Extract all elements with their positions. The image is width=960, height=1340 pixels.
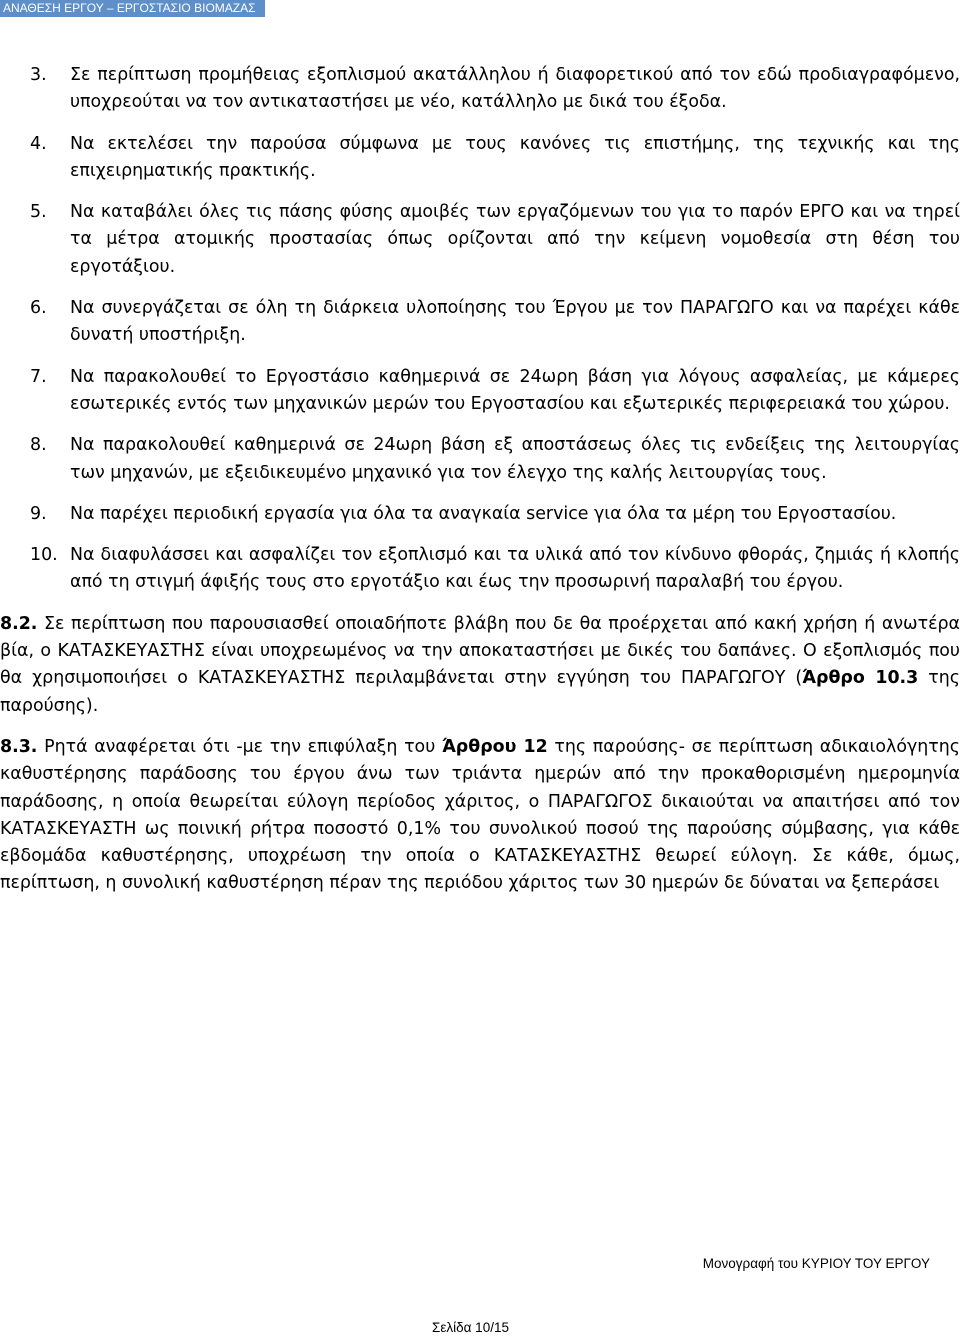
list-item-text: Να παρέχει περιοδική εργασία για όλα τα αναγκαία service για όλα τα μέρη του Εργοστασίου. — [70, 503, 897, 524]
article-reference: Άρθρου 12 — [441, 736, 548, 757]
list-item-text: Σε περίπτωση προμήθειας εξοπλισμού ακατάλληλου ή διαφορετικού από τον εδώ προδιαγραφόμενο, υποχρεούται να τον αντικαταστήσει με νέο, κατάλληλο με δικά του έξοδα. — [70, 65, 960, 113]
list-item-number: 8. — [30, 435, 47, 456]
list-item-text: Να παρακολουθεί καθημερινά σε 24ωρη βάση εξ αποστάσεως όλες τις ενδείξεις της λειτουργίας των μηχανών, με εξειδικευμένο μηχανικό για τον έλεγχο της καλής λειτουργίας τους. — [70, 435, 960, 483]
list-item-number: 5. — [30, 202, 47, 223]
list-item — [30, 295, 960, 350]
list-item-text: Να παρακολουθεί το Εργοστάσιο καθημερινά σε 24ωρη βάση για λόγους ασφαλείας, με κάμερες εσωτερικές εντός των μηχανικών μερών του Εργοστασίου και εξωτερικές περιφερειακά του χώρου. — [70, 366, 960, 414]
list-item — [30, 364, 960, 419]
list-item — [30, 131, 960, 186]
paragraph-text: Σε περίπτωση που παρουσιασθεί οποιαδήποτε βλάβη που δε θα προέρχεται από κακή χρήση ή ανωτέρα βία, ο ΚΑΤΑΣΚΕΥΑΣΤΗΣ είναι υποχρεωμένος να την αποκαταστήσει με δικές του δαπάνες. Ο εξοπλισμός που θα χρησιμοποιήσει ο ΚΑΤΑΣΚΕΥΑΣΤΗΣ περιλαμβάνεται στην εγγύηση του ΠΑΡΑΓΩΓΟΥ ( — [0, 613, 960, 689]
list-item — [30, 501, 960, 528]
paragraph-8-2 — [0, 611, 960, 720]
list-item-text: Να διαφυλάσσει και ασφαλίζει τον εξοπλισμό και τα υλικά από τον κίνδυνο φθοράς, ζημιάς ή κλοπής από τη στιγμή άφιξής τους στο εργοτάξιο και έως την προσωρινή παραλαβή του έργου. — [70, 545, 960, 593]
page-number: Σελίδα 10/15 — [432, 1320, 509, 1335]
list-item-text: Να συνεργάζεται σε όλη τη διάρκεια υλοποίησης του Έργου με τον ΠΑΡΑΓΩΓΟ και να παρέχει κάθε δυνατή υποστήριξη. — [70, 298, 960, 346]
paragraph-text: Ρητά αναφέρεται ότι -με την επιφύλαξη του — [37, 736, 442, 757]
list-item — [30, 199, 960, 281]
document-body — [0, 62, 960, 912]
list-item-number: 9. — [30, 503, 47, 524]
article-reference: Άρθρο 10.3 — [802, 668, 919, 689]
list-item — [30, 542, 960, 597]
paragraph-text: της παρούσης). — [0, 668, 960, 716]
list-item-number: 6. — [30, 298, 47, 319]
list-item-text: Να εκτελέσει την παρούσα σύμφωνα με τους κανόνες τις επιστήμης, της τεχνικής και της επιχειρηματικής πρακτικής. — [70, 133, 960, 181]
section-number: 8.3. — [0, 736, 38, 757]
list-item-number: 10. — [30, 545, 58, 566]
list-item-number: 4. — [30, 133, 47, 154]
paragraph-8-3 — [0, 734, 960, 898]
list-item-text: Να καταβάλει όλες τις πάσης φύσης αμοιβές των εργαζόμενων του για το παρόν ΕΡΓΟ και να τηρεί τα μέτρα ατομικής προστασίας όπως ορίζονται από την κείμενη νομοθεσία στη θέση του εργοτάξιου. — [70, 202, 960, 277]
section-number: 8.2. — [0, 613, 38, 634]
initials-line: Μονογραφή του ΚΥΡΙΟΥ ΤΟΥ ΕΡΓΟΥ — [702, 1256, 930, 1271]
list-item-number: 3. — [30, 65, 47, 85]
list-item — [30, 62, 960, 117]
list-item — [30, 432, 960, 487]
document-header: ΑΝΑΘΕΣΗ ΕΡΓΟΥ – ΕΡΓΟΣΤΑΣΙΟ ΒΙΟΜΑΖΑΣ — [0, 0, 265, 17]
list-item-number: 7. — [30, 366, 47, 387]
paragraph-text: της παρούσης- σε περίπτωση αδικαιολόγητης καθυστέρησης παράδοσης του έργου άνω των τριάντα ημερών από την προκαθορισμένη ημερομηνία παράδοσης, η οποία θεωρείται εύλογη περίοδος χάριτος, ο ΠΑΡΑΓΩΓΟΣ δικαιούται να απαιτήσει από τον ΚΑΤΑΣΚΕΥΑΣΤΗ ως ποινική ρήτρα ποσοστό 0,1% του συνολικού ποσού της παρούσης σύμβασης, για κάθε εβδομάδα καθυστέρησης, υποχρέωση την οποία ο ΚΑΤΑΣΚΕΥΑΣΤΗΣ θεωρεί εύλογη. Σε κάθε, όμως, περίπτωση, η συνολική καθυστέρηση πέραν της περιόδου χάριτος των 30 ημερών δε δύναται να ξεπεράσει — [0, 736, 960, 894]
